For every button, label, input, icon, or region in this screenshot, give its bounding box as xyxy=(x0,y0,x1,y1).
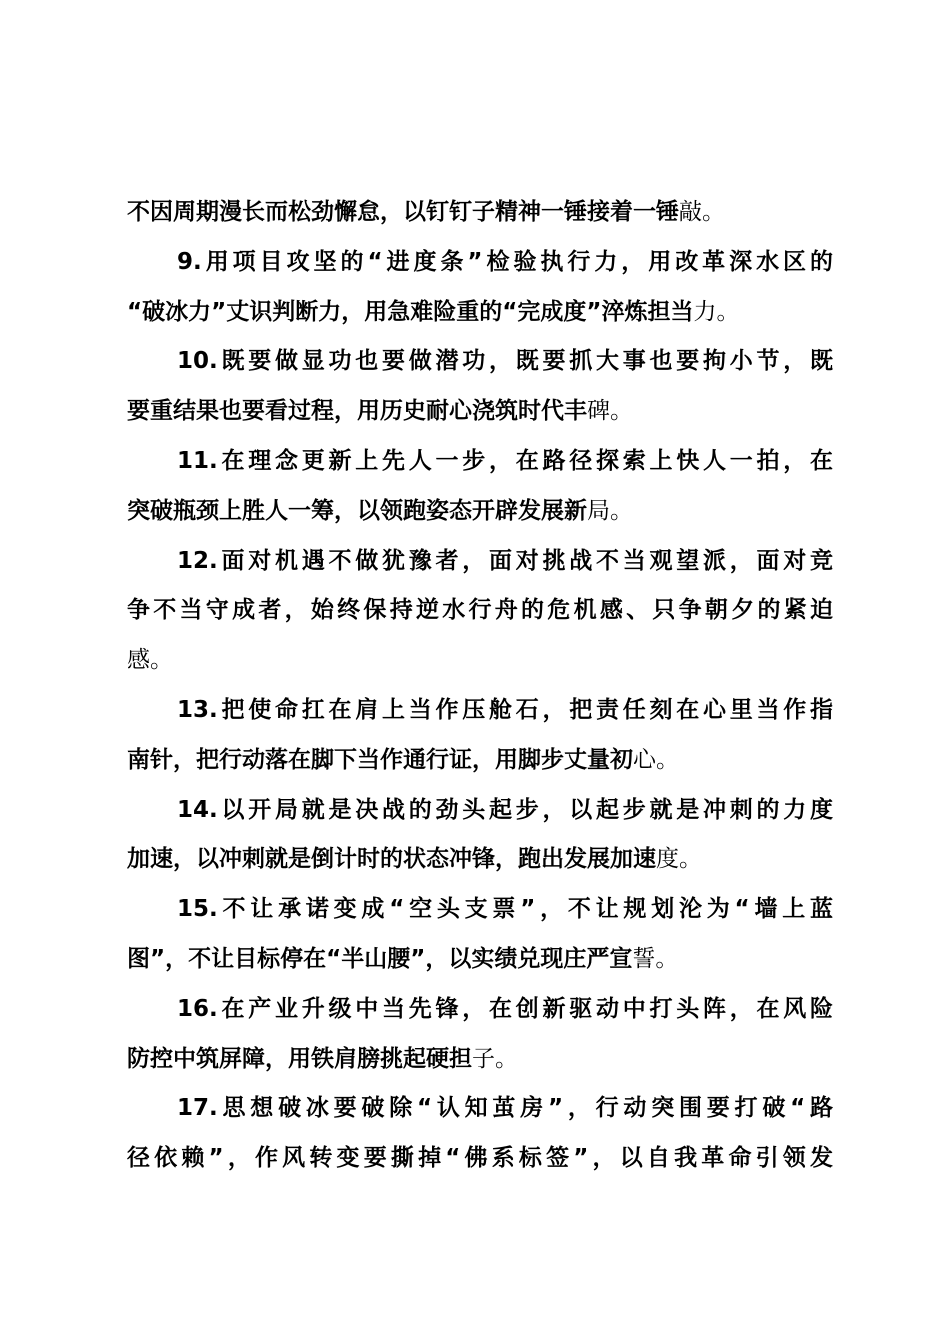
text-line xyxy=(127,1134,833,1184)
text-normal: 敲。 xyxy=(679,199,725,225)
text-line xyxy=(127,985,833,1035)
text-normal: 子。 xyxy=(472,1045,518,1072)
text-bold: 不因周期漫长而松劲懈怠，以钉钉子精神一锤接着一锤 xyxy=(127,199,679,225)
text-bold: 图”，不让目标停在“半山腰”，以实绩兑现庄严宣 xyxy=(127,945,633,972)
text-line xyxy=(127,586,833,636)
text-bold: 要重结果也要看过程，用历史耐心浇筑时代丰 xyxy=(127,398,587,425)
text-line xyxy=(127,188,833,238)
text-line xyxy=(127,835,833,885)
text-bold: 11.在理念更新上先人一步，在路径探索上快人一拍，在 xyxy=(177,447,833,474)
text-bold: 12.面对机遇不做犹豫者，面对挑战不当观望派，面对竞 xyxy=(177,547,833,574)
text-bold: 防控中筑屏障，用铁肩膀挑起硬担 xyxy=(127,1045,472,1072)
text-bold: “破冰力”丈识判断力，用急难险重的“完成度”淬炼担当 xyxy=(127,298,694,325)
text-line xyxy=(127,1035,833,1085)
text-bold: 9.用项目攻坚的“进度条”检验执行力，用改革深水区的 xyxy=(177,248,833,275)
text-line xyxy=(127,786,833,836)
text-line xyxy=(127,1084,833,1134)
text-line xyxy=(127,537,833,587)
text-normal: 感。 xyxy=(127,647,173,674)
text-line xyxy=(127,487,833,537)
text-bold: 13.把使命扛在肩上当作压舱石，把责任刻在心里当作指 xyxy=(177,696,833,723)
text-bold: 10.既要做显功也要做潜功，既要抓大事也要拘小节，既 xyxy=(177,348,833,375)
text-bold: 径依赖”，作风转变要撕掉“佛系标签”，以自我革命引领发 xyxy=(127,1145,833,1172)
text-line xyxy=(127,337,833,387)
text-bold: 争不当守成者，始终保持逆水行舟的危机感、只争朝夕的紧迫 xyxy=(127,597,833,624)
text-bold: 17.思想破冰要破除“认知茧房”，行动突围要打破“路 xyxy=(177,1095,833,1122)
text-line xyxy=(127,437,833,487)
text-line xyxy=(127,686,833,736)
text-normal: 力。 xyxy=(693,298,740,325)
text-normal: 碑。 xyxy=(587,398,633,425)
text-line xyxy=(127,288,833,338)
text-line xyxy=(127,736,833,786)
text-line xyxy=(127,885,833,935)
document-body xyxy=(127,188,833,1184)
text-bold: 加速，以冲刺就是倒计时的状态冲锋，跑出发展加速 xyxy=(127,846,656,873)
text-normal: 心。 xyxy=(633,746,679,773)
text-bold: 突破瓶颈上胜人一筹，以领跑姿态开辟发展新 xyxy=(127,497,587,524)
text-bold: 15.不让承诺变成“空头支票”，不让规划沦为“墙上蓝 xyxy=(177,896,833,923)
text-normal: 度。 xyxy=(656,846,702,873)
text-line xyxy=(127,387,833,437)
text-line xyxy=(127,935,833,985)
text-bold: 14.以开局就是决战的劲头起步，以起步就是冲刺的力度 xyxy=(177,796,833,823)
text-line xyxy=(127,636,833,686)
text-line xyxy=(127,238,833,288)
text-normal: 誓。 xyxy=(632,945,679,972)
text-bold: 南针，把行动落在脚下当作通行证，用脚步丈量初 xyxy=(127,746,633,773)
text-normal: 局。 xyxy=(587,497,633,524)
text-bold: 16.在产业升级中当先锋，在创新驱动中打头阵，在风险 xyxy=(177,995,833,1022)
